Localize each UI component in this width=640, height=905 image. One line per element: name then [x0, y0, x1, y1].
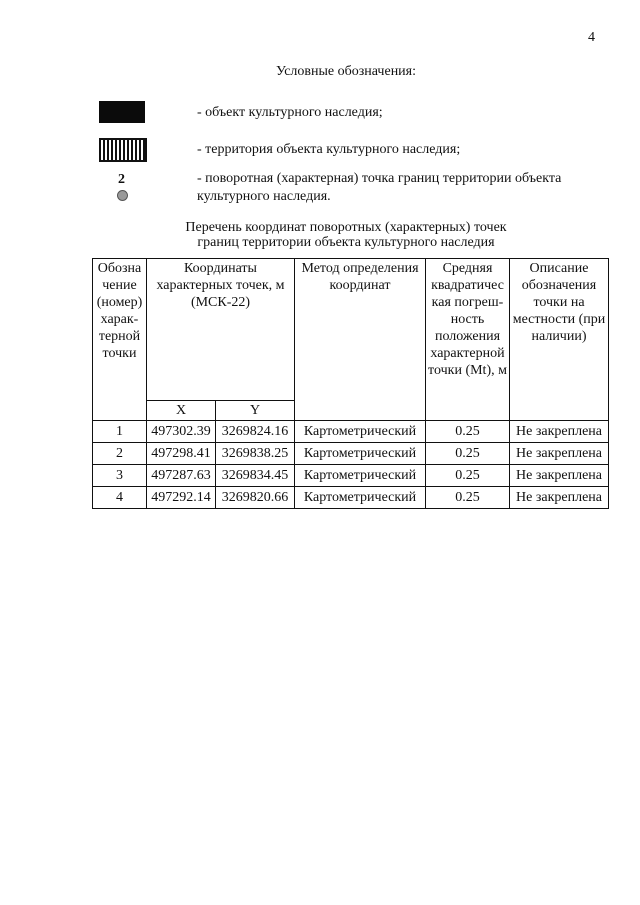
table-row — [93, 443, 609, 465]
cultural-heritage-territory-symbol — [99, 138, 147, 162]
cell-point-number: 2 — [93, 443, 147, 465]
legend-item-object: - объект культурного наследия; — [197, 105, 383, 120]
cell-method: Картометрический — [295, 421, 426, 443]
cell-x: 497302.39 — [147, 421, 216, 443]
cell-error: 0.25 — [426, 421, 510, 443]
cell-y: 3269824.16 — [216, 421, 295, 443]
legend-item-turning-point: - поворотная (характерная) точка границ территории объекта культурного наследия. — [197, 171, 562, 204]
cell-method: Картометрический — [295, 465, 426, 487]
header-method: Метод определения координат — [295, 259, 426, 421]
cell-y: 3269834.45 — [216, 465, 295, 487]
cell-error: 0.25 — [426, 443, 510, 465]
cell-x: 497292.14 — [147, 487, 216, 509]
turning-point-symbol — [117, 190, 128, 201]
cell-point-number: 4 — [93, 487, 147, 509]
header-description: Описание обозначения точки на местности (при наличии) — [510, 259, 609, 421]
header-y: Y — [216, 401, 295, 421]
turning-point-symbol-label: 2 — [118, 172, 125, 187]
cell-error: 0.25 — [426, 465, 510, 487]
cell-error: 0.25 — [426, 487, 510, 509]
cell-method: Картометрический — [295, 443, 426, 465]
cell-point-number: 3 — [93, 465, 147, 487]
cell-description: Не закреплена — [510, 465, 609, 487]
page-number: 4 — [588, 30, 595, 45]
header-coordinates: Координаты характерных точек, м (МСК-22) — [147, 259, 295, 401]
header-x: X — [147, 401, 216, 421]
coordinates-table — [92, 258, 609, 509]
header-designation: Обозна чение (номер) харак- терной точки — [93, 259, 147, 421]
cell-x: 497287.63 — [147, 465, 216, 487]
table-row — [93, 487, 609, 509]
cell-point-number: 1 — [93, 421, 147, 443]
table-header-row — [93, 259, 609, 401]
table-title-line-2: границ территории объекта культурного наследия — [197, 235, 495, 250]
cell-y: 3269838.25 — [216, 443, 295, 465]
table-title — [0, 220, 640, 250]
cell-y: 3269820.66 — [216, 487, 295, 509]
legend-item-territory: - территория объекта культурного наследия; — [197, 142, 461, 157]
header-error: Средняя квадратичес кая погреш- ность положения характерной точки (Mt), м — [426, 259, 510, 421]
cell-method: Картометрический — [295, 487, 426, 509]
legend-title: Условные обозначения: — [275, 64, 417, 79]
cell-x: 497298.41 — [147, 443, 216, 465]
cell-description: Не закреплена — [510, 487, 609, 509]
cultural-heritage-object-symbol — [99, 101, 145, 123]
cell-description: Не закреплена — [510, 421, 609, 443]
table-row — [93, 465, 609, 487]
table-title-line-1: Перечень координат поворотных (характерных) точек — [185, 220, 507, 235]
cell-description: Не закреплена — [510, 443, 609, 465]
table-row — [93, 421, 609, 443]
